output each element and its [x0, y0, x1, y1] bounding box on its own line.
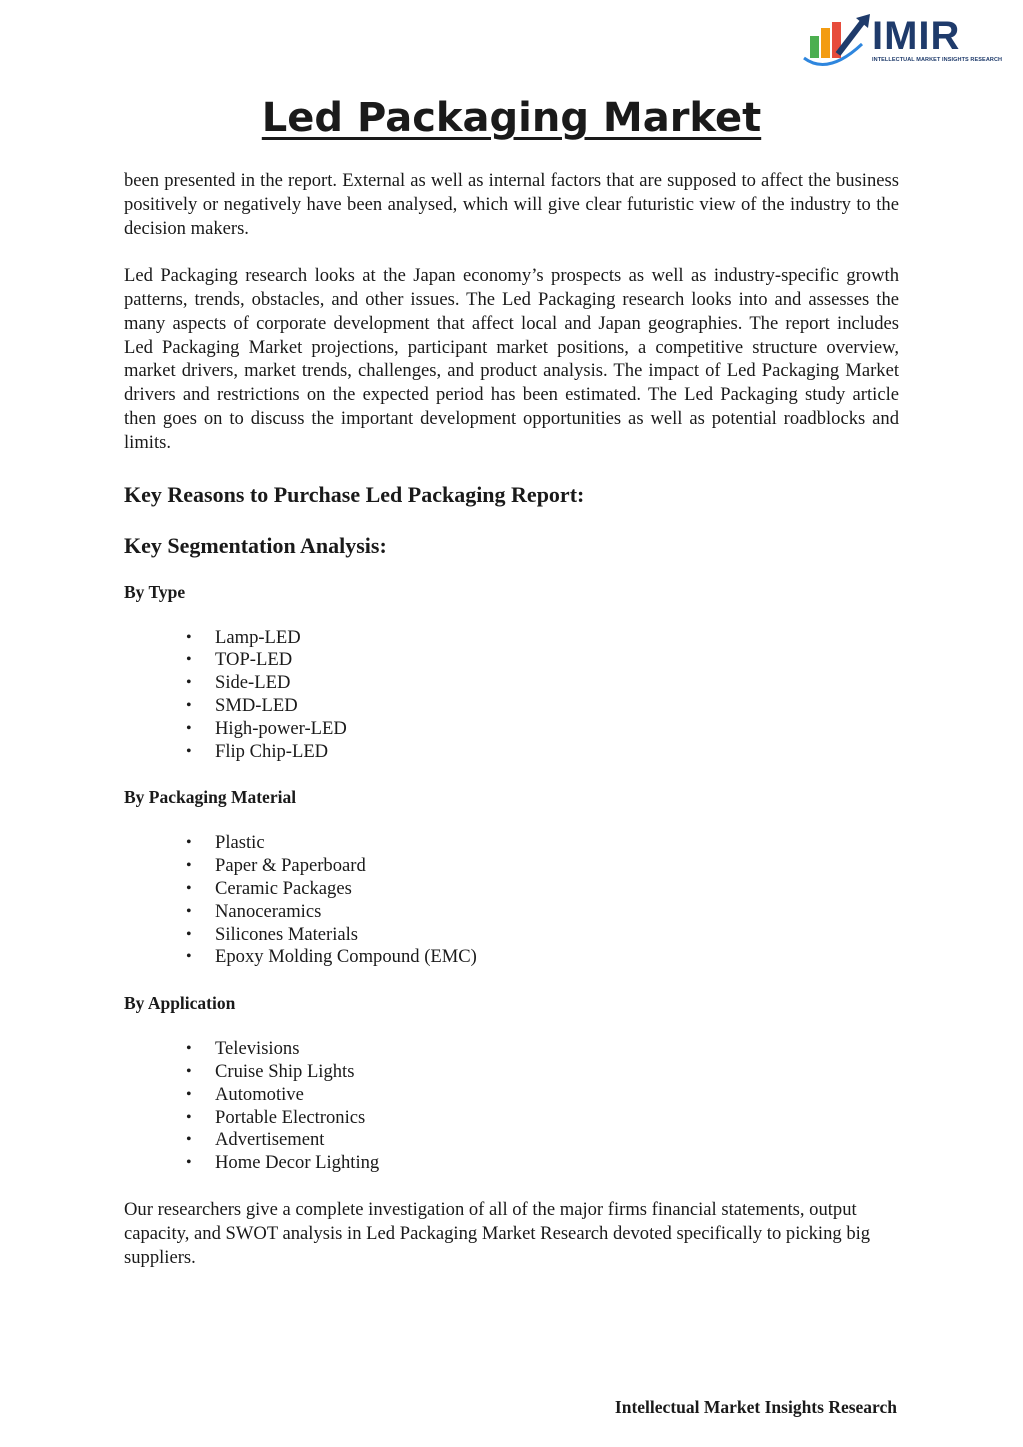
material-list: [124, 832, 899, 969]
segmentation-heading: Key Segmentation Analysis:: [124, 532, 387, 558]
list-item: • High-power-LED: [124, 718, 899, 741]
list-item: • Nanoceramics: [124, 901, 899, 924]
document-body: [124, 169, 899, 1269]
list-item: • Cruise Ship Lights: [124, 1061, 899, 1084]
application-list: [124, 1038, 899, 1175]
type-list: [124, 627, 899, 764]
list-item: • Home Decor Lighting: [124, 1152, 899, 1175]
closing-paragraph: Our researchers give a complete investigation of all of the major firms financial statements, output capacity, and SWOT analysis in Led Packaging Market Research devoted specifically to picking big suppliers.: [124, 1198, 871, 1268]
list-item: • Ceramic Packages: [124, 878, 899, 901]
list-item: • SMD-LED: [124, 695, 899, 718]
list-item: • Epoxy Molding Compound (EMC): [124, 946, 899, 969]
by-type-label: By Type: [124, 581, 186, 602]
by-application-label: By Application: [124, 993, 236, 1014]
list-item: • Plastic: [124, 832, 899, 855]
list-item: • Side-LED: [124, 672, 899, 695]
page-title: Led Packaging Market: [261, 95, 762, 141]
list-item: • Automotive: [124, 1084, 899, 1107]
research-paragraph: Led Packaging research looks at the Japan economy’s prospects as well as industry-specific growth patterns, trends, obstacles, and other issues. The Led Packaging research looks into and assesses the many aspects of corporate development that affect local and Japan geographies. The report includes Led Packaging Market projections, participant market positions, a competitive structure overview, market drivers, market trends, challenges, and product analysis. The impact of Led Packaging Market drivers and restrictions on the expected period has been estimated. The Led Packaging study article then goes on to discuss the important development opportunities as well as potential roadblocks and limits.: [124, 265, 899, 453]
list-item: • Flip Chip-LED: [124, 741, 899, 764]
list-item: • TOP-LED: [124, 649, 899, 672]
list-item: • Paper & Paperboard: [124, 855, 899, 878]
logo-subtitle: INTELLECTUAL MARKET INSIGHTS RESEARCH: [872, 57, 1003, 63]
by-material-label: By Packaging Material: [124, 787, 297, 808]
intro-paragraph: been presented in the report. External as well as internal factors that are supposed to affect the business positively or negatively have been analysed, which will give clear futuristic view of the industry to the decision makers.: [124, 170, 899, 239]
imir-logo: [798, 14, 1002, 72]
list-item: • Portable Electronics: [124, 1107, 899, 1130]
logo-wordmark: IMIR: [872, 14, 961, 58]
key-reasons-heading: Key Reasons to Purchase Led Packaging Report:: [124, 481, 585, 507]
growth-chart-logo-icon: [798, 14, 874, 72]
list-item: • Lamp-LED: [124, 627, 899, 650]
list-item: • Silicones Materials: [124, 924, 899, 947]
list-item: • Televisions: [124, 1038, 899, 1061]
footer-company-name: Intellectual Market Insights Research: [614, 1397, 897, 1417]
list-item: • Advertisement: [124, 1129, 899, 1152]
